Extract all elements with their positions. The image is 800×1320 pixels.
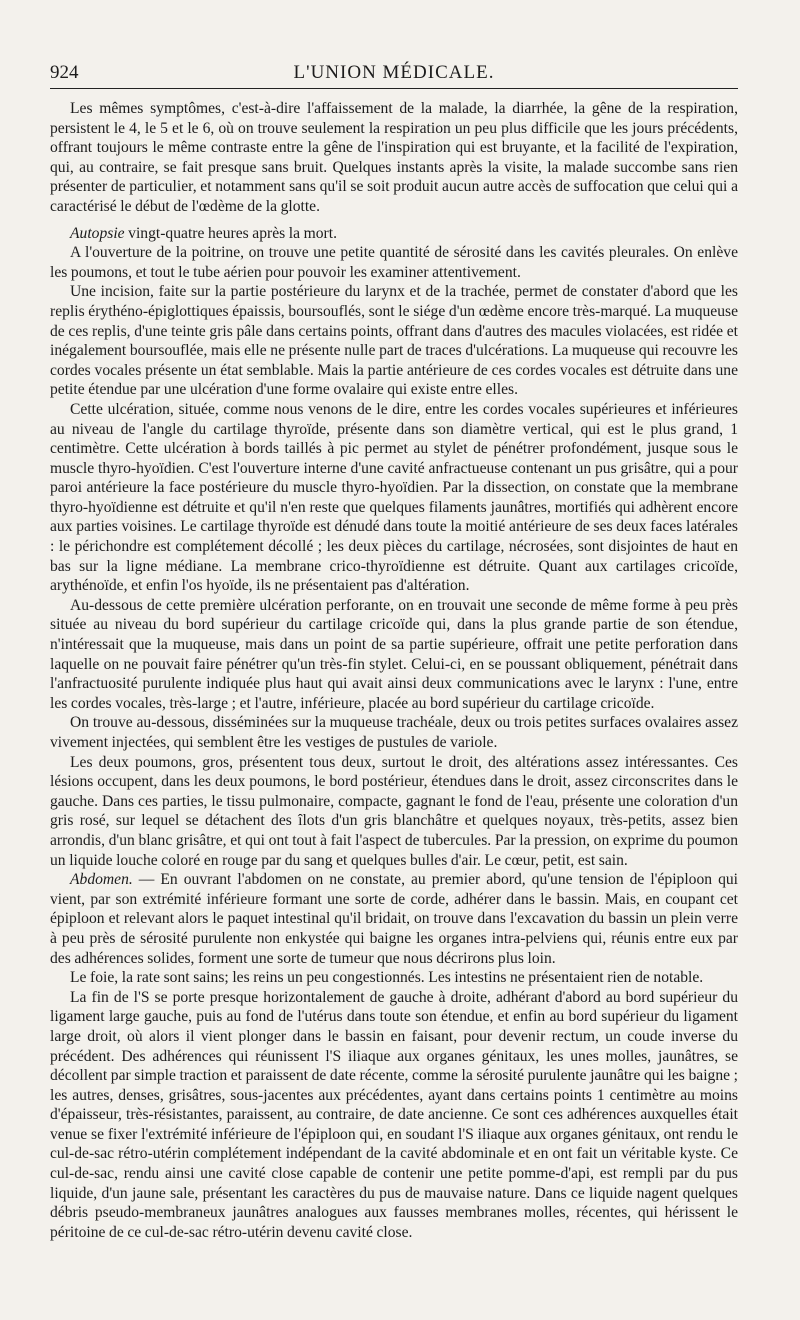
section-label-abdomen: Abdomen. — [70, 871, 133, 889]
section-label-autopsie: Autopsie — [70, 224, 125, 242]
paragraph-autopsy-heading: Autopsie vingt-quatre heures après la mort. — [70, 224, 337, 242]
paragraph-sigmoid: La fin de l'S se porte presque horizontalement de gauche à droite, adhérant d'abord au bord supérieur du ligament large gauche, puis au fond de l'utérus dans toute son étendue, et enfin au bord supérieur du ligament large droit, où alors il vient plonger dans le bassin en faisant, pour devenir rectum, un coude inverse du précédent. Des adhérences qui réunissent l'S iliaque aux organes génitaux, les unes molles, jaunâtres, se décollent par simple traction et paraissent de date récente, comme la sérosité purulente jaunâtre qui les baigne ; les autres, denses, grisâtres, sous-jacentes aux précédentes, ayant dans certains points 1 centimètre au moins d'épaisseur, très-résistantes, paraissent, au contraire, de date ancienne. Ce sont ces adhérences auxquelles était venue se fixer l'extrémité inférieure de l'épiploon qui, en soudant l'S iliaque aux organes génitaux, ont rendu le cul-de-sac rétro-utérin complétement indépendant de la cavité abdominale et en ont fait un véritable kyste. Ce cul-de-sac, rendu ainsi une cavité close capable de contenir une petite pomme-d'api, est rempli par du pus liquide, d'un jaune sale, présentant les caractères du pus de mauvaise nature. Dans ce liquide nagent quelques débris pseudo-membraneux jaunâtres analogues aux fausses membranes molles, récentes, qui hérissent le péritoine de ce cul-de-sac rétro-utérin devenu cavité close. — [50, 988, 738, 1241]
paragraph-abdomen: Abdomen. — En ouvrant l'abdomen on ne constate, au premier abord, qu'une tension de l'épiploon qui vient, par son extrémité inférieure formant une sorte de corde, adhérer dans le bassin. Mais, en coupant cet épiploon et relevant alors le paquet intestinal qu'il bridait, on trouve dans l'excavation du bassin un plein verre à peu près de sérosité purulente non enkystée qui baigne les organes intra-pelviens qui, réunis entre eux par des adhérences solides, forment une sorte de tumeur que nous décrirons plus loin. — [50, 871, 738, 967]
paragraph-second-ulceration: Au-dessous de cette première ulcération perforante, on en trouvait une seconde de même forme à peu près située au niveau du bord supérieur du cartilage cricoïde qui, dans la plus grande partie de son étendue, n'intéressait que la muqueuse, mais dans un point de sa partie supérieure, offrait une petite perforation dans laquelle on ne pouvait faire pénétrer qu'un très-fin stylet. Celui-ci, en se poussant obliquement, pénétrait dans l'anfractuosité purulente indiquée plus haut qui avait ainsi deux communications avec le larynx : l'une, entre les cordes vocales, très-large ; et l'autre, inférieure, placée au bord supérieur du cartilage cricoïde. — [50, 596, 738, 712]
article-body — [50, 99, 738, 1242]
paragraph-lungs: Les deux poumons, gros, présentent tous deux, surtout le droit, des altérations assez intéressantes. Ces lésions occupent, dans les deux poumons, le bord postérieur, étendues dans le droit, assez circonscrites dans le gauche. Dans ces parties, le tissu pulmonaire, compacte, gagnant le fond de l'eau, présente une coloration d'un gris rosé, sur lequel se détachent des îlots d'un gris blanchâtre et quelques noyaux, très-petits, assez bien arrondis, d'un blanc grisâtre, et qui ont tout à fait l'aspect de tubercules. Par la pression, on exprime du poumon un liquide louche coloré en rouge par du sang et quelques bulles d'air. Le cœur, petit, est sain. — [50, 753, 738, 869]
paragraph-liver-spleen: Le foie, la rate sont sains; les reins un peu congestionnés. Les intestins ne présentaient rien de notable. — [70, 969, 704, 987]
paragraph-chest-opening: A l'ouverture de la poitrine, on trouve une petite quantité de sérosité dans les cavités pleurales. On enlève les poumons, et tout le tube aérien pour pouvoir les examiner attentivement. — [50, 244, 738, 281]
page-number: 924 — [50, 62, 79, 83]
journal-title: L'UNION MÉDICALE. — [293, 62, 495, 83]
paragraph-larynx-incision: Une incision, faite sur la partie postérieure du larynx et de la trachée, permet de constater d'abord que les replis érythéno-épiglottiques épaissis, boursouflés, sont le siége d'un œdème encore très-marqué. La muqueuse de ces replis, d'une teinte gris pâle dans certains points, offrant dans d'autres des macules violacées, est ridée et inégalement boursouflée, mais elle ne présente nulle part de traces d'ulcérations. La muqueuse qui recouvre les cordes vocales présente un état semblable. Mais la partie antérieure de ces cordes vocales est détruite dans une petite étendue par une ulcération d'une forme ovalaire qui existe entre elles. — [50, 283, 738, 399]
running-head — [50, 58, 738, 89]
paragraph-ulceration: Cette ulcération, située, comme nous venons de le dire, entre les cordes vocales supérieures et inférieures au niveau de l'angle du cartilage thyroïde, présente dans son diamètre vertical, qui est le plus grand, 1 centimètre. Cette ulcération à bords taillés à pic permet au stylet de pénétrer profondément, jusque sous le muscle thyro-hyoïdien. C'est l'ouverture interne d'une cavité anfractueuse contenant un pus grisâtre, qui a pour paroi antérieure la face postérieure du muscle thyro-hyoïdien. Par la dissection, on constate que la membrane thyro-hyoïdienne est détruite et qu'il n'en reste que quelques filaments jaunâtres, mortifiés qui adhèrent encore aux parties voisines. Le cartilage thyroïde est dénudé dans toute la moitié antérieure de ses deux faces latérales : le périchondre est complétement décollé ; les deux pièces du cartilage, nécrosées, sont disjointes de haut en bas sur la ligne médiane. La membrane crico-thyroïdienne est détruite. Quant aux cartilages cricoïde, arythénoïde, et enfin l'os hyoïde, ils ne présentaient pas d'altération. — [50, 400, 738, 595]
paragraph-symptoms: Les mêmes symptômes, c'est-à-dire l'affaissement de la malade, la diarrhée, la gêne de la respiration, persistent le 4, le 5 et le 6, où on trouve seulement la respiration un peu plus difficile que les jours précédents, offrant toujours le même contraste entre la gêne de l'inspiration qui est bruyante, et la facilité de l'expiration, qui, au contraire, se fait presque sans bruit. Quelques instants après la visite, la malade succombe sans rien présenter de particulier, et notamment sans qu'il se soit produit aucun autre accès de suffocation que celui qui a caractérisé le début de l'œdème de la glotte. — [50, 100, 738, 215]
paragraph-tracheal-surfaces: On trouve au-dessous, disséminées sur la muqueuse trachéale, deux ou trois petites surfaces ovalaires assez vivement injectées, qui semblent être les vestiges de pustules de variole. — [50, 714, 738, 751]
